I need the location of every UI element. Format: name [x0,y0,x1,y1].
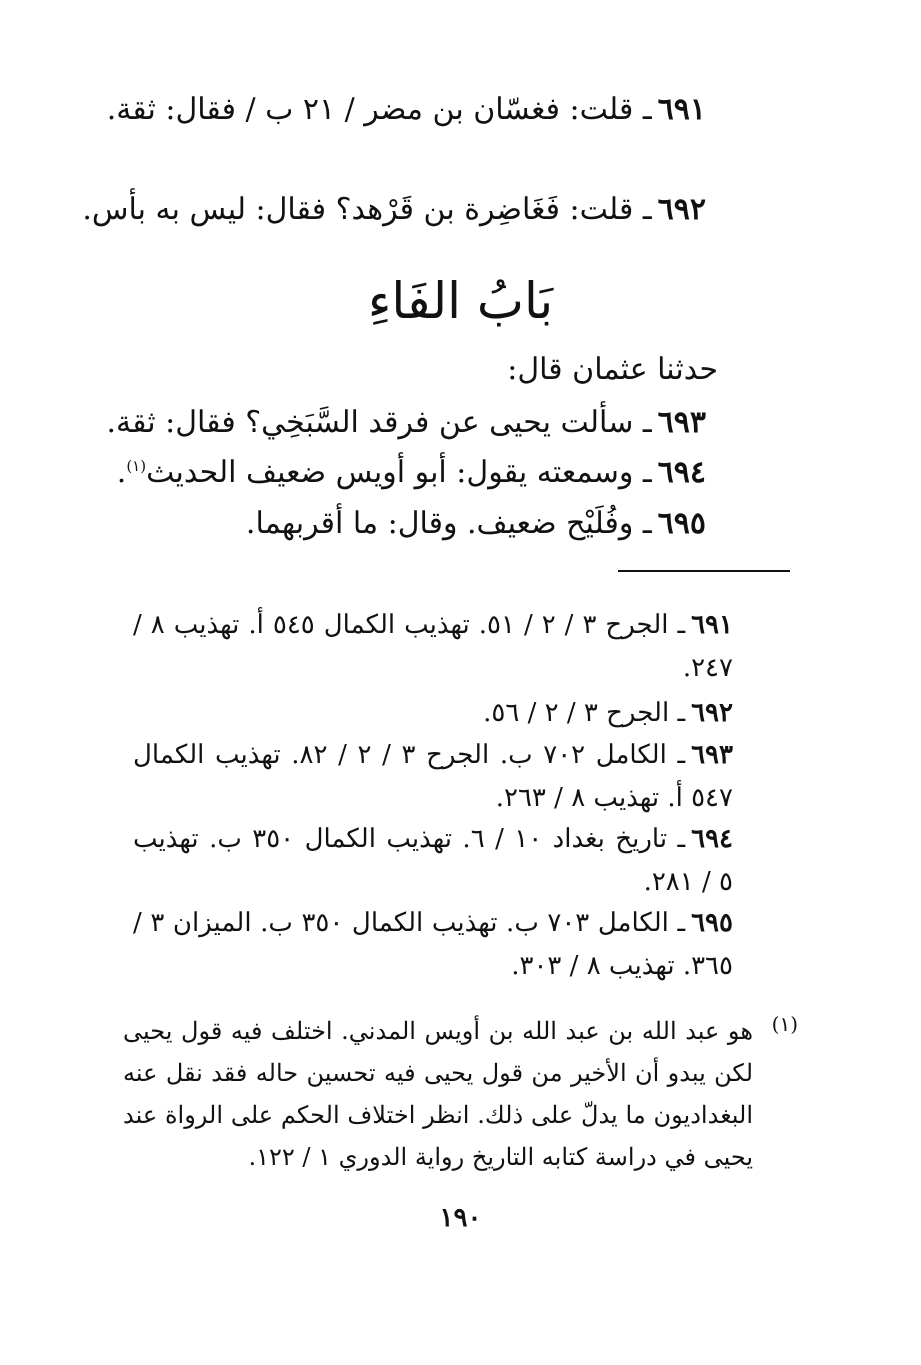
entry-text: ـ قلت: فَغَاضِرة بن قَرْهد؟ فقال: ليس به بأس. [82,192,652,227]
reference-691 [133,604,733,690]
reference-number: ٦٩٢ [691,698,733,728]
reference-text: ـ الجرح ٣ / ٢ / ٥١. تهذيب الكمال ٥٤٥ أ. تهذيب ٨ / ٢٤٧. [133,610,733,683]
entry-text: ـ قلت: فغسّان بن مضر / ٢١ ب / فقال: ثقة. [106,92,652,127]
entry-text: ـ وفُلَيْح ضعيف. وقال: ما أقربهما. [245,506,652,541]
reference-text: ـ تاريخ بغداد ١٠ / ٦. تهذيب الكمال ٣٥٠ ب. تهذيب ٥ / ٢٨١. [133,824,733,897]
reference-694 [133,818,733,904]
reference-693 [133,734,733,820]
reference-692 [133,692,733,735]
entry-693 [106,405,706,441]
entry-692 [82,192,706,228]
reference-695 [133,902,733,988]
separator-rule [618,570,790,572]
entry-number: ٦٩٤ [657,455,706,490]
footnote-mark: (١) [771,1012,798,1036]
reference-number: ٦٩٤ [691,824,734,854]
entry-695 [246,506,706,542]
entry-number: ٦٩٣ [657,405,706,440]
reference-text: ـ الكامل ٧٠٣ ب. تهذيب الكمال ٣٥٠ ب. الميزان ٣ / ٣٦٥. تهذيب ٨ / ٣٠٣. [133,908,733,981]
page-number: ١٩٠ [439,1203,482,1233]
reference-number: ٦٩٥ [691,908,733,938]
reference-number: ٦٩١ [691,610,733,640]
entry-text-end: . [116,455,127,490]
footnote-text: هو عبد الله بن عبد الله بن أويس المدني. اختلف فيه قول يحيى لكن يبدو أن الأخير من قول يحيى فيه تحسين حاله فقد نقل عنه البغداديون ما يدلّ على ذلك. انظر اختلاف الحكم على الرواة عند يحيى في دراسة كتابه التاريخ رواية الدوري ١ / ١٢٢. [123,1017,753,1171]
reference-text: ـ الكامل ٧٠٢ ب. الجرح ٣ / ٢ / ٨٢. تهذيب الكمال ٥٤٧ أ. تهذيب ٨ / ٢٦٣. [133,740,733,813]
reference-text: ـ الجرح ٣ / ٢ / ٥٦. [483,698,686,728]
entry-number: ٦٩٥ [657,506,706,541]
entry-number: ٦٩١ [657,92,706,127]
entry-text: ـ سألت يحيى عن فرقد السَّبَخِي؟ فقال: ثقة. [106,405,652,440]
entry-number: ٦٩٢ [657,192,706,227]
chain-intro: حدثنا عثمان قال: [507,352,718,387]
reference-number: ٦٩٣ [691,740,733,770]
footnote-reference: (١) [126,457,147,475]
entry-691 [107,92,706,128]
chapter-title: بَابُ الفَاءِ [367,272,554,330]
entry-text: ـ وسمعته يقول: أبو أويس ضعيف الحديث [146,455,652,490]
entry-694 [117,455,706,491]
